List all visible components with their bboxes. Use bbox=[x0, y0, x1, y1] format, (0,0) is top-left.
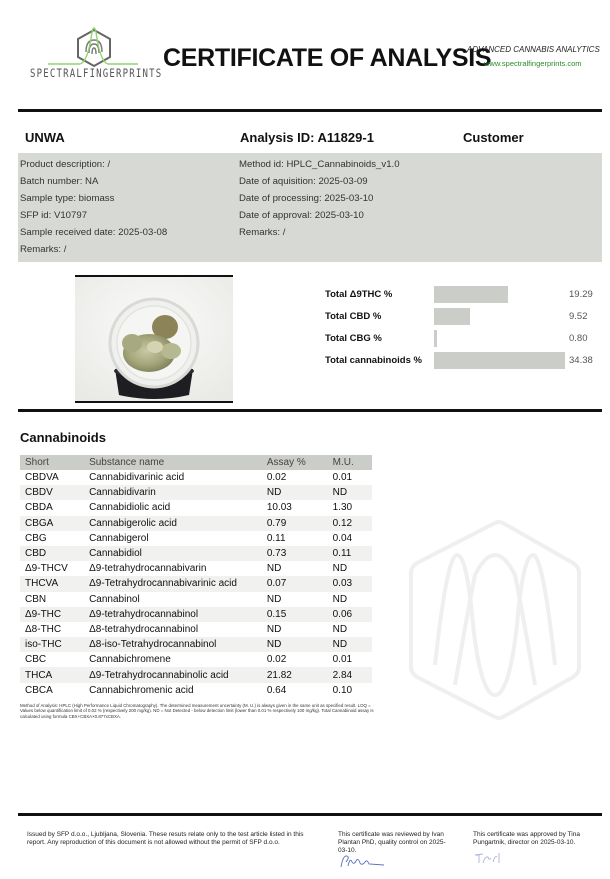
table-row bbox=[20, 622, 372, 637]
total-value: 9.52 bbox=[569, 311, 588, 322]
table-row bbox=[20, 667, 372, 682]
cell-short: CBDA bbox=[20, 500, 84, 515]
total-bar bbox=[434, 308, 470, 325]
cell-short: iso-THC bbox=[20, 637, 84, 652]
batch-number: Batch number: NA bbox=[20, 176, 99, 187]
cell-substance: Cannabigerolic acid bbox=[84, 516, 262, 531]
company-website-link[interactable]: www.spectralfingerprints.com bbox=[484, 59, 582, 68]
header-divider bbox=[18, 109, 602, 112]
table-row bbox=[20, 516, 372, 531]
total-row-cannabinoids bbox=[325, 352, 605, 372]
total-value: 0.80 bbox=[569, 333, 588, 344]
column-header-assay: Assay % bbox=[262, 455, 328, 470]
table-row bbox=[20, 607, 372, 622]
cannabinoids-heading: Cannabinoids bbox=[20, 430, 106, 445]
cell-mu: 0.06 bbox=[328, 607, 372, 622]
cell-short: CBD bbox=[20, 546, 84, 561]
cell-assay: 0.07 bbox=[262, 576, 328, 591]
cell-substance: Cannabichromenic acid bbox=[84, 683, 262, 698]
cell-short: THCA bbox=[20, 667, 84, 682]
cannabis-jar-image bbox=[75, 277, 233, 401]
cell-assay: ND bbox=[262, 637, 328, 652]
date-of-approval: Date of approval: 2025-03-10 bbox=[239, 210, 364, 221]
sample-info-left bbox=[20, 156, 167, 258]
cell-short: CBCA bbox=[20, 683, 84, 698]
section-divider bbox=[18, 409, 602, 412]
total-value: 19.29 bbox=[569, 289, 593, 300]
table-row bbox=[20, 546, 372, 561]
cell-assay: 0.64 bbox=[262, 683, 328, 698]
cell-substance: Δ8-tetrahydrocannabinol bbox=[84, 622, 262, 637]
cell-short: CBG bbox=[20, 531, 84, 546]
issued-statement: Issued by SFP d.o.o., Ljubljana, Slovenia. These resuts relate only to the test article listed in this report. Any reproduction of this document is not allowed without the permit of SFP d.o.o. bbox=[27, 831, 304, 846]
date-of-processing: Date of processing: 2025-03-10 bbox=[239, 193, 374, 204]
total-bar bbox=[434, 330, 437, 347]
analysis-id: Analysis ID: A11829-1 bbox=[240, 130, 374, 145]
cell-assay: ND bbox=[262, 592, 328, 607]
cell-short: Δ9-THC bbox=[20, 607, 84, 622]
cell-assay: ND bbox=[262, 622, 328, 637]
cell-assay: ND bbox=[262, 485, 328, 500]
total-label: Total Δ9THC % bbox=[325, 289, 393, 300]
column-header-mu: M.U. bbox=[328, 455, 372, 470]
cell-mu: ND bbox=[328, 592, 372, 607]
total-row-thc bbox=[325, 286, 605, 306]
cell-assay: 0.11 bbox=[262, 531, 328, 546]
cell-mu: ND bbox=[328, 637, 372, 652]
sample-photo bbox=[75, 275, 233, 403]
cell-mu: 0.01 bbox=[328, 470, 372, 485]
method-id: Method id: HPLC_Cannabinoids_v1.0 bbox=[239, 159, 400, 170]
cell-short: Δ9-THCV bbox=[20, 561, 84, 576]
reviewer-signature-icon bbox=[338, 853, 388, 869]
table-row bbox=[20, 531, 372, 546]
cell-substance: Cannabidivarin bbox=[84, 485, 262, 500]
column-header-substance: Substance name bbox=[84, 455, 262, 470]
fingerprint-logo-icon bbox=[30, 22, 160, 70]
table-row bbox=[20, 485, 372, 500]
cell-substance: Cannabinol bbox=[84, 592, 262, 607]
cell-substance: Δ8-iso-Tetrahydrocannabinol bbox=[84, 637, 262, 652]
footer-divider bbox=[18, 813, 602, 816]
table-row bbox=[20, 683, 372, 698]
cell-short: Δ8-THC bbox=[20, 622, 84, 637]
table-row bbox=[20, 500, 372, 515]
sample-remarks: Remarks: / bbox=[20, 244, 67, 255]
table-row bbox=[20, 637, 372, 652]
cell-short: CBN bbox=[20, 592, 84, 607]
cell-substance: Cannabidiol bbox=[84, 546, 262, 561]
total-value: 34.38 bbox=[569, 355, 593, 366]
cannabinoids-table-body bbox=[20, 470, 372, 698]
sample-received-date: Sample received date: 2025-03-08 bbox=[20, 227, 168, 238]
cell-mu: 1.30 bbox=[328, 500, 372, 515]
cell-assay: 10.03 bbox=[262, 500, 328, 515]
cell-substance: Cannabichromene bbox=[84, 652, 262, 667]
document-title: CERTIFICATE OF ANALYSIS bbox=[163, 44, 492, 72]
cell-assay: 0.15 bbox=[262, 607, 328, 622]
cannabinoids-table bbox=[20, 455, 372, 698]
cell-mu: 0.01 bbox=[328, 652, 372, 667]
method-remarks: Remarks: / bbox=[239, 227, 286, 238]
method-footnote: Method of Analysis: HPLC (High Performance Liquid Chromatography). The determined measurement uncertainty (M. U.) is always given in the same unit as specified result. LOQ = Values below quantification limit of 0.02 % (respectively 200 mg/kg). ND = Not Detected - below detection limit (lower than 0.01 % respectively 100 mg/kg). Total Cannabinoid assay is calculated using formula CBX+CBXA×0.877xCBXA. bbox=[20, 703, 374, 719]
total-row-cbd bbox=[325, 308, 605, 328]
table-row bbox=[20, 652, 372, 667]
table-row bbox=[20, 576, 372, 591]
cell-substance: Cannabigerol bbox=[84, 531, 262, 546]
cell-mu: ND bbox=[328, 561, 372, 576]
table-row bbox=[20, 592, 372, 607]
sfp-id: SFP id: V10797 bbox=[20, 210, 88, 221]
sample-info-right bbox=[239, 156, 400, 241]
column-header-short: Short bbox=[20, 455, 84, 470]
cell-short: THCVA bbox=[20, 576, 84, 591]
cell-mu: 2.84 bbox=[328, 667, 372, 682]
cell-mu: 0.12 bbox=[328, 516, 372, 531]
customer-label: Customer bbox=[463, 130, 524, 145]
approved-statement bbox=[473, 831, 593, 847]
approver-signature-icon bbox=[473, 851, 503, 865]
cell-mu: ND bbox=[328, 622, 372, 637]
company-logo bbox=[30, 22, 163, 90]
cell-substance: Δ9-Tetrahydrocannabivarinic acid bbox=[84, 576, 262, 591]
approved-text: This certificate was approved by Tina Pungartnik, director on 2025-03-10. bbox=[473, 831, 580, 846]
cell-assay: 0.79 bbox=[262, 516, 328, 531]
total-bar bbox=[434, 286, 508, 303]
cell-assay: ND bbox=[262, 561, 328, 576]
total-label: Total CBD % bbox=[325, 311, 382, 322]
table-row bbox=[20, 561, 372, 576]
logo-wordmark: SPECTRALFINGERPRINTS bbox=[30, 68, 163, 81]
total-label: Total CBG % bbox=[325, 333, 382, 344]
cell-assay: 21.82 bbox=[262, 667, 328, 682]
cell-mu: 0.03 bbox=[328, 576, 372, 591]
cell-mu: 0.11 bbox=[328, 546, 372, 561]
date-of-acquisition: Date of aquisition: 2025-03-09 bbox=[239, 176, 368, 187]
cell-assay: 0.73 bbox=[262, 546, 328, 561]
table-header-row bbox=[20, 455, 372, 470]
cell-short: CBDVA bbox=[20, 470, 84, 485]
cell-substance: Δ9-Tetrahydrocannabinolic acid bbox=[84, 667, 262, 682]
reviewed-statement bbox=[338, 831, 448, 855]
cell-substance: Δ9-tetrahydrocannabivarin bbox=[84, 561, 262, 576]
cell-assay: 0.02 bbox=[262, 652, 328, 667]
company-tagline: ADVANCED CANNABIS ANALYTICS bbox=[467, 45, 600, 54]
table-row bbox=[20, 470, 372, 485]
sample-type: Sample type: biomass bbox=[20, 193, 115, 204]
client-name: UNWA bbox=[25, 130, 65, 145]
total-row-cbg bbox=[325, 330, 605, 350]
cell-short: CBC bbox=[20, 652, 84, 667]
cell-mu: ND bbox=[328, 485, 372, 500]
cell-mu: 0.10 bbox=[328, 683, 372, 698]
cell-mu: 0.04 bbox=[328, 531, 372, 546]
cell-short: CBGA bbox=[20, 516, 84, 531]
product-description: Product description: / bbox=[20, 159, 111, 170]
sample-info-panel bbox=[18, 153, 602, 262]
reviewed-text: This certificate was reviewed by Ivan Plantan PhD, quality control on 2025-03-10. bbox=[338, 831, 446, 854]
cell-short: CBDV bbox=[20, 485, 84, 500]
cell-substance: Cannabidivarinic acid bbox=[84, 470, 262, 485]
spectral-watermark-icon bbox=[395, 515, 595, 725]
total-bar bbox=[434, 352, 565, 369]
cell-substance: Δ9-tetrahydrocannabinol bbox=[84, 607, 262, 622]
total-label: Total cannabinoids % bbox=[325, 355, 422, 366]
cell-substance: Cannabidiolic acid bbox=[84, 500, 262, 515]
cell-assay: 0.02 bbox=[262, 470, 328, 485]
